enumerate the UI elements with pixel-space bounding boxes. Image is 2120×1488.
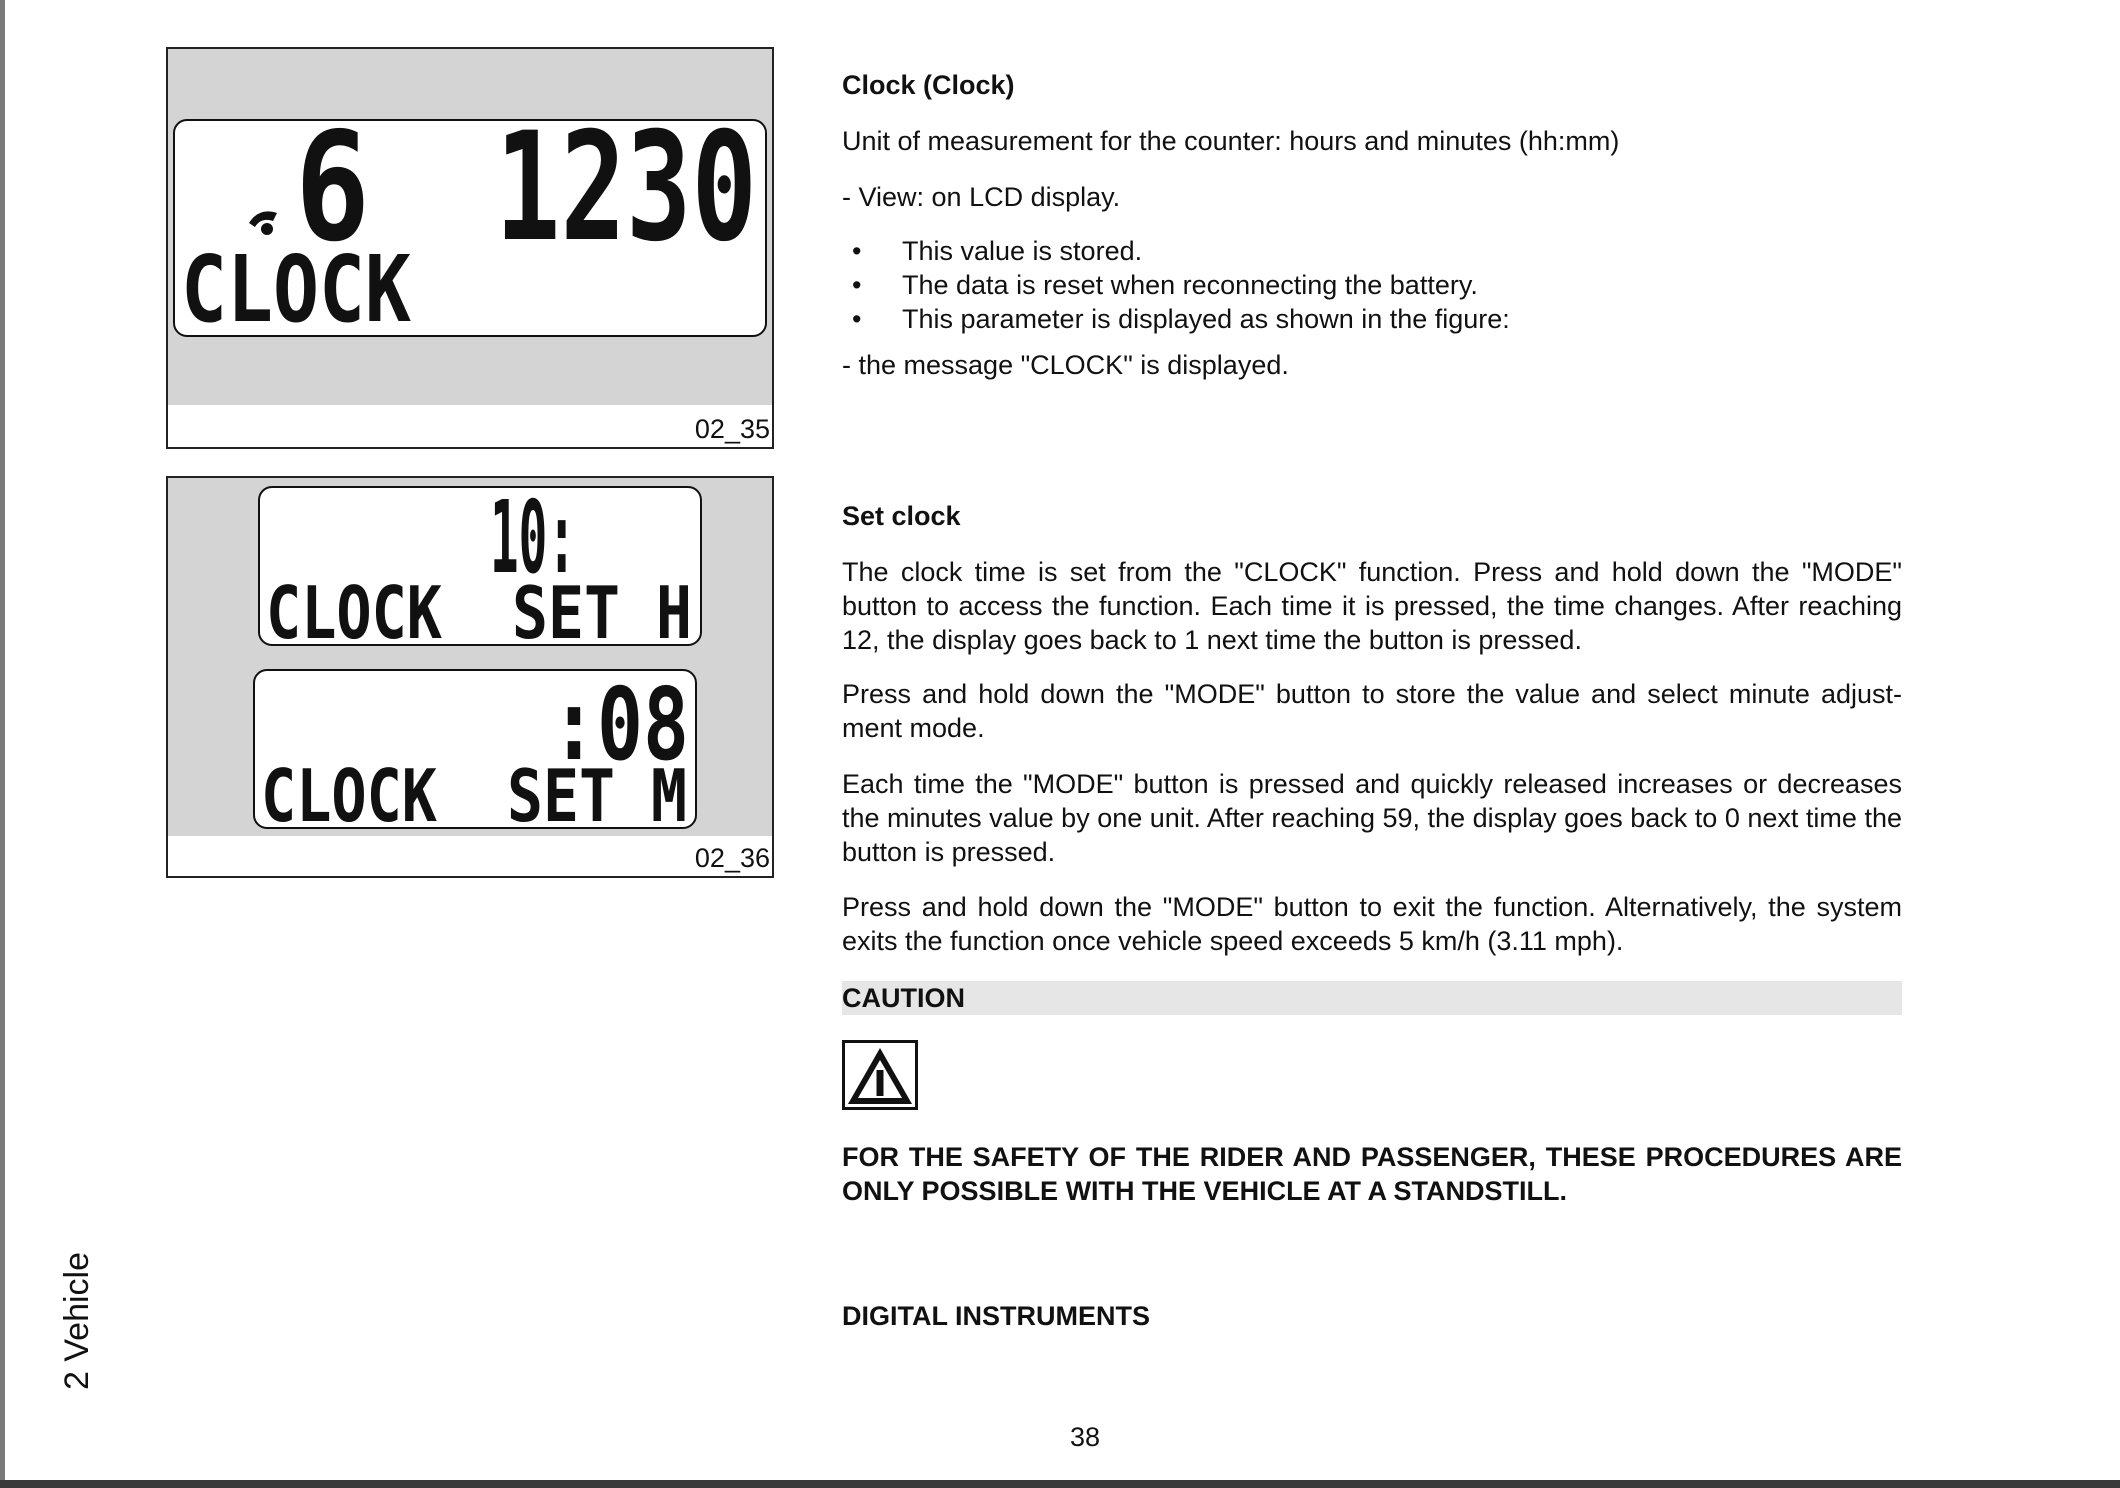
left-edge-rule <box>0 0 5 1488</box>
clock-view-text: - View: on LCD display. <box>842 182 1121 212</box>
warning-triangle-icon <box>842 1040 918 1110</box>
caution-heading: CAUTION <box>842 981 1902 1015</box>
lcd-minutes-mode: SET M <box>507 754 687 838</box>
set-clock-paragraph: Press and hold down the "MODE" button to store the value and select minute adjust-ment mode. <box>842 679 1902 743</box>
clock-message-text: - the message "CLOCK" is displayed. <box>842 350 1289 380</box>
list-item: • This parameter is displayed as shown in the figure: <box>842 302 1902 336</box>
lcd-time-digits: 1230 <box>495 101 757 275</box>
lcd-set-hours-display <box>258 479 702 655</box>
bottom-edge-rule <box>0 1480 2120 1488</box>
gear-icon <box>249 211 277 235</box>
page-number: 38 <box>1069 1422 1101 1452</box>
clock-bullet-list <box>842 234 1902 336</box>
lcd-set-minutes-display <box>253 666 697 838</box>
digital-instruments-heading: DIGITAL INSTRUMENTS <box>842 1301 1150 1331</box>
caution-text: FOR THE SAFETY OF THE RIDER AND PASSENGER, THESE PROCEDURES ARE ONLY POSSIBLE WITH THE VEHICLE AT A STANDSTILL. <box>842 1142 1902 1206</box>
lcd-hours-value: 10: <box>490 479 576 596</box>
list-item: • This value is stored. <box>842 234 1902 268</box>
lcd-gear-digit: 6 <box>295 101 370 275</box>
figure-code: 02_35 <box>694 414 770 444</box>
lcd-clock-label: CLOCK <box>181 236 412 343</box>
figure-clock-display <box>166 47 774 449</box>
lcd-hours-label: CLOCK <box>266 571 443 655</box>
list-item: • The data is reset when reconnecting the battery. <box>842 268 1902 302</box>
clock-heading: Clock (Clock) <box>842 70 1015 100</box>
clock-unit-text: Unit of measurement for the counter: hours and minutes (hh:mm) <box>842 126 1620 156</box>
figure-set-clock-display <box>166 476 774 878</box>
lcd-clock-display <box>173 101 767 343</box>
set-clock-paragraph: Press and hold down the "MODE" button to exit the function. Alternatively, the system exits the function once vehicle speed exceeds 5 km/h (3.11 mph). <box>842 892 1902 956</box>
lcd-minutes-value: :08 <box>551 666 689 783</box>
set-clock-heading: Set clock <box>842 501 961 531</box>
chapter-side-label: 2 Vehicle <box>58 1252 96 1390</box>
figure-code: 02_36 <box>694 843 770 873</box>
lcd-hours-mode: SET H <box>512 571 692 655</box>
lcd-minutes-label: CLOCK <box>261 754 438 838</box>
set-clock-paragraph: Each time the "MODE" button is pressed and quickly released increases or decreases the minutes value by one unit. After reaching 59, the display goes back to 0 next time the button is pressed. <box>842 769 1902 867</box>
set-clock-paragraph: The clock time is set from the "CLOCK" function. Press and hold down the "MODE" button to access the function. Each time it is pressed, the time changes. After reaching 12, the display goes back to 1 next time the button is pressed. <box>842 557 1902 655</box>
